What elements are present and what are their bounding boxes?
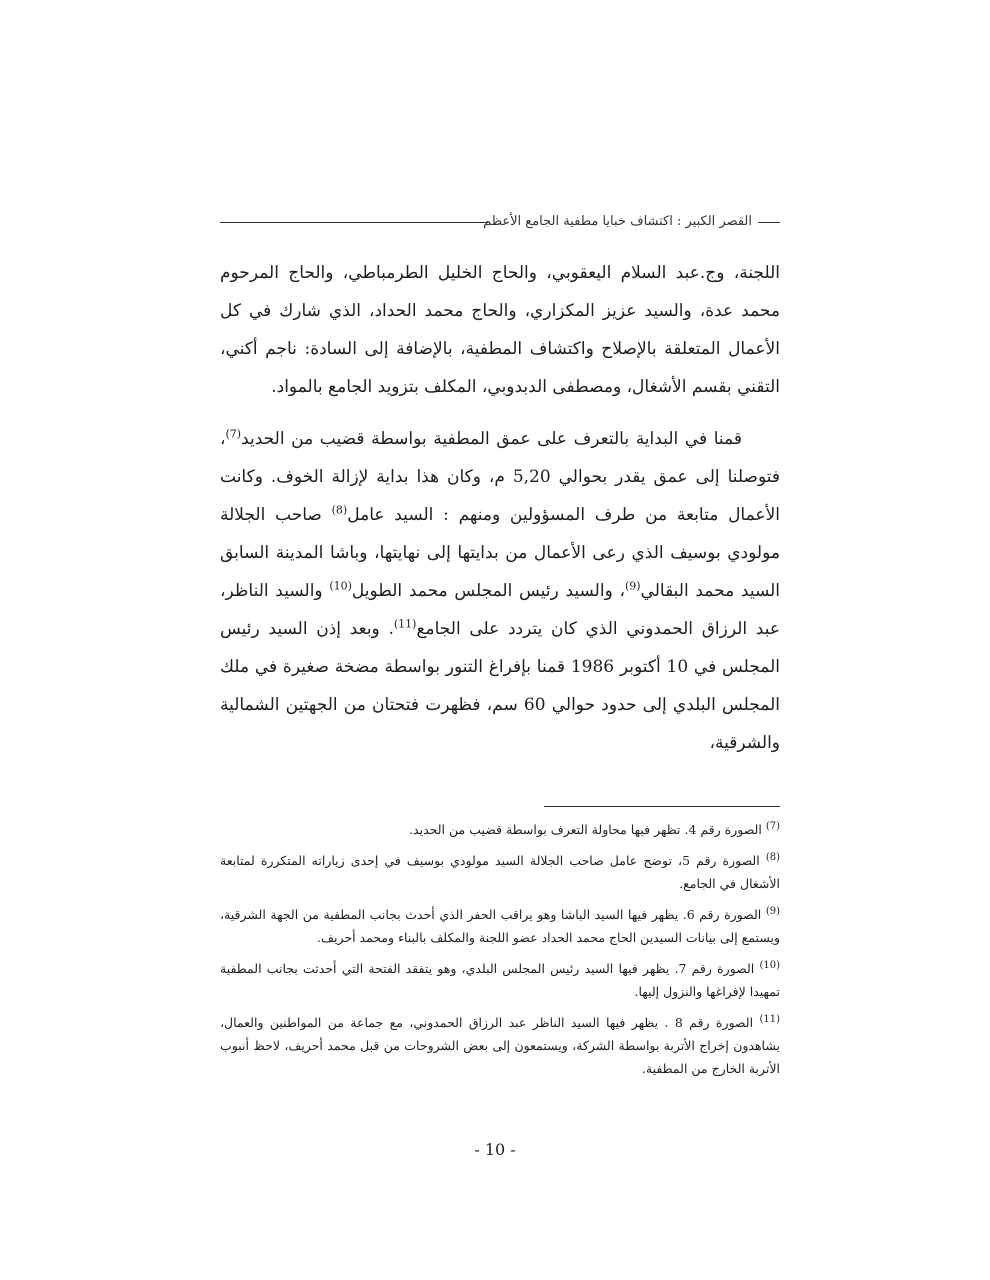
p2-text-5: والسيد الناظر، عبد الرزاق الحمدوني الذي كان يتردد على الجامع [220,581,781,639]
footnote-number: (8) [765,851,780,863]
footnote-text: الصورة رقم 4. تظهر فيها محاولة التعرف بواسطة قضيب من الحديد. [409,822,766,837]
running-header [220,210,780,234]
paragraph-1: اللجنة، وج.عبد السلام اليعقوبي، والحاج الخليل الطرمباطي، والحاج المرحوم محمد عدة، والسيد عزيز المكزاري، والحاج محمد الحداد، الذي شارك في كل الأعمال المتعلقة بالإصلاح واكتشاف المطفية، بالإضافة إلى السادة: ناجم أكني، التقني بقسم الأشغال، ومصطفى الدبدوبي، المكلف بتزويد الجامع بالمواد. [220,263,780,397]
footnote-ref-11: (11) [393,617,417,631]
footnote-number: (9) [765,905,781,917]
running-header-title: القصر الكبير : اكتشاف خبايا مطفية الجامع الأعظم [483,214,752,229]
footnote-number: (7) [765,820,780,832]
footnote-separator [544,806,780,807]
p2-text-3: صاحب الجلالة مولودي بوسيف الذي رعى الأعمال من بدايتها إلى نهايتها، وباشا المدينة السابق السيد محمد البقالي [220,505,781,601]
footnote-text: الصورة رقم 6. يظهر فيها السيد الباشا وهو يراقب الحفر الذي أحدث بجانب المطفية من الجهة الشرقية، ويستمع إلى بيانات السيدين الحاج محمد الحداد عضو اللجنة والمكلف بالبناء ومحمد أحريف. [220,907,780,945]
footnote-text: الصورة رقم 5، توضح عامل صاحب الجلالة السيد مولودي بوسيف في إحدى زياراته المتكررة لمتابعة الأشغال في الجامع. [220,853,780,891]
footnote-ref-7: (7) [225,427,242,441]
footnote-number: (10) [759,959,780,971]
page-number: - 10 - [474,1140,516,1159]
footnote-9 [220,903,780,949]
footnote-ref-8: (8) [331,503,348,517]
footnote-text: الصورة رقم 7. يظهر فيها السيد رئيس المجلس البلدي، وهو يتفقد الفتحة التي أحدثت بجانب المطفية تمهيدا لإفراغها والنزول إليها. [220,961,780,999]
header-rule-right [758,222,780,223]
footnotes [220,818,780,1088]
footnote-7 [220,818,780,841]
paragraph-2 [220,420,780,762]
footnote-number: (11) [759,1013,780,1025]
header-rule-left [220,222,488,223]
footnote-ref-9: (9) [624,579,641,593]
footnote-11 [220,1011,780,1080]
footnote-10 [220,957,780,1003]
p2-text-1: قمنا في البداية بالتعرف على عمق المطفية بواسطة قضيب من الحديد [241,429,742,449]
p2-text-6: . وبعد إذن السيد رئيس المجلس في 10 أكتوبر 1986 قمنا بإفراغ التنور بواسطة مضخة صغيرة في ملك المجلس البلدي إلى حدود حوالي 60 سم، فظهرت فتحتان من الجهتين الشمالية والشرقية، [220,619,780,753]
footnote-ref-10: (10) [329,579,352,593]
p2-text-2: ، فتوصلنا إلى عمق يقدر بحوالي 5,20 م، وكان هذا بداية لإزالة الخوف. وكانت الأعمال متابعة من طرف المسؤولين ومنهم : السيد عامل [220,429,780,525]
footnote-text: الصورة رقم 8 . يظهر فيها السيد الناظر عبد الرزاق الحمدوني، مع جماعة من المواطنين والعمال، يشاهدون إخراج الأتربة بواسطة الشركة، ويستمعون إلى بعض الشروحات من قبل محمد أحريف، لاحظ أنبوب الأتربة الخارج من المطفية. [220,1015,780,1076]
footnote-8 [220,849,780,895]
p2-text-4: ، والسيد رئيس المجلس محمد الطويل [351,581,625,601]
body-text [220,254,780,762]
